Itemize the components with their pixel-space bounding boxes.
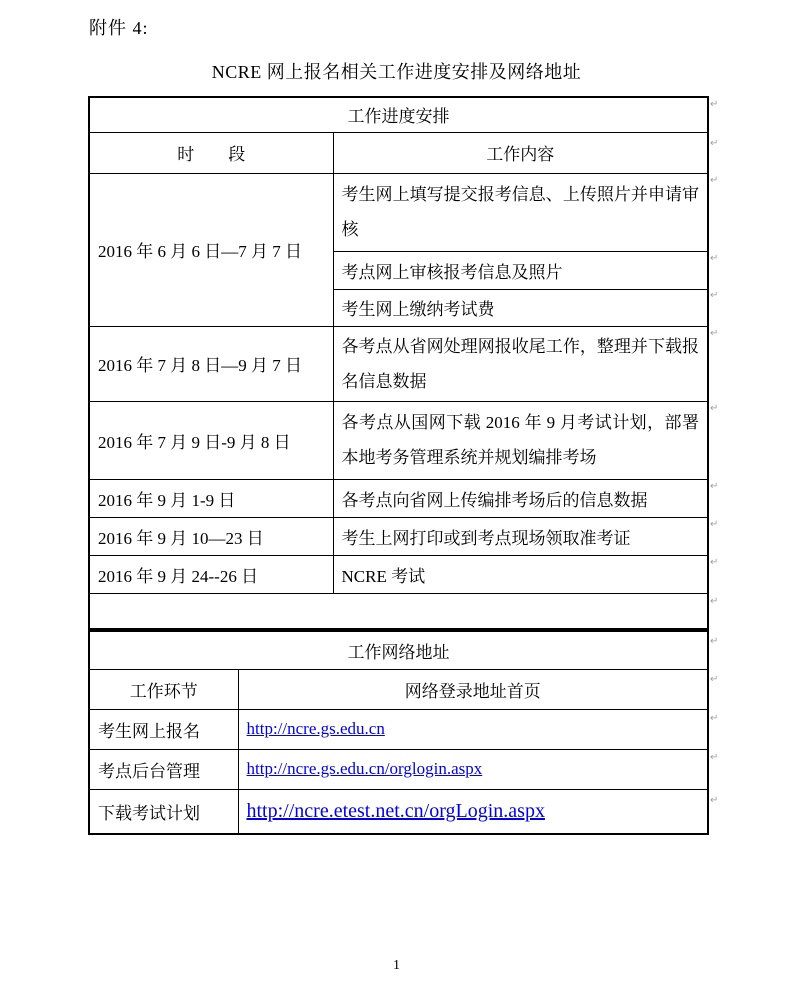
paragraph-mark-icon: ↵ <box>710 328 719 339</box>
column-header-period: 时 段 <box>89 132 333 173</box>
address-table <box>88 630 709 835</box>
period-cell: 2016 年 9 月 24--26 日 <box>89 555 333 593</box>
paragraph-mark-icon: ↵ <box>710 253 719 264</box>
spacer-row <box>89 593 708 629</box>
period-cell: 2016 年 7 月 9 日-9 月 8 日 <box>89 401 333 479</box>
task-cell: NCRE 考试 <box>333 555 708 593</box>
url-cell <box>238 709 708 749</box>
column-header-url: 网络登录地址首页 <box>238 669 708 709</box>
exam-plan-download-link[interactable]: http://ncre.etest.net.cn/orgLogin.aspx <box>246 799 545 822</box>
task-cell: 各考点从国网下载 2016 年 9 月考试计划，部署本地考务管理系统并规划编排考场 <box>333 401 708 479</box>
paragraph-mark-icon: ↵ <box>710 636 719 647</box>
task-cell: 各考点向省网上传编排考场后的信息数据 <box>333 479 708 517</box>
table-row <box>89 517 708 555</box>
table-row <box>89 789 708 834</box>
page-number: 1 <box>393 958 400 973</box>
paragraph-mark-icon: ↵ <box>710 713 719 724</box>
task-cell: 考生网上缴纳考试费 <box>333 289 708 326</box>
table-row <box>89 555 708 593</box>
table-row <box>89 173 708 251</box>
column-header-step: 工作环节 <box>89 669 238 709</box>
paragraph-mark-icon: ↵ <box>710 557 719 568</box>
paragraph-mark-icon: ↵ <box>710 290 719 301</box>
table-row <box>89 479 708 517</box>
table-row <box>89 326 708 401</box>
attachment-label: 附件 4: <box>89 18 149 38</box>
site-admin-link[interactable]: http://ncre.gs.edu.cn/orglogin.aspx <box>246 759 483 778</box>
period-cell: 2016 年 6 月 6 日—7 月 7 日 <box>89 173 333 326</box>
schedule-table-title: 工作进度安排 <box>89 97 708 132</box>
step-cell: 下载考试计划 <box>89 789 238 834</box>
period-cell: 2016 年 9 月 10—23 日 <box>89 517 333 555</box>
paragraph-mark-icon: ↵ <box>710 674 719 685</box>
paragraph-mark-icon: ↵ <box>710 175 719 186</box>
paragraph-mark-icon: ↵ <box>710 481 719 492</box>
paragraph-mark-icon: ↵ <box>710 99 719 110</box>
period-cell: 2016 年 7 月 8 日—9 月 7 日 <box>89 326 333 401</box>
task-cell: 各考点从省网处理网报收尾工作，整理并下载报名信息数据 <box>333 326 708 401</box>
period-cell: 2016 年 9 月 1-9 日 <box>89 479 333 517</box>
address-table-title: 工作网络地址 <box>89 631 708 669</box>
task-cell: 考点网上审核报考信息及照片 <box>333 251 708 289</box>
paragraph-mark-icon: ↵ <box>710 596 719 607</box>
step-cell: 考点后台管理 <box>89 749 238 789</box>
task-cell: 考生上网打印或到考点现场领取准考证 <box>333 517 708 555</box>
url-cell <box>238 789 708 834</box>
table-row <box>89 709 708 749</box>
paragraph-mark-icon: ↵ <box>710 752 719 763</box>
candidate-registration-link[interactable]: http://ncre.gs.edu.cn <box>246 719 385 738</box>
table-row <box>89 749 708 789</box>
page-title: NCRE 网上报名相关工作进度安排及网络地址 <box>211 62 582 82</box>
empty-cell <box>89 593 708 629</box>
paragraph-mark-icon: ↵ <box>710 519 719 530</box>
url-cell <box>238 749 708 789</box>
task-cell: 考生网上填写提交报考信息、上传照片并申请审核 <box>333 173 708 251</box>
table-row <box>89 401 708 479</box>
step-cell: 考生网上报名 <box>89 709 238 749</box>
column-header-content: 工作内容 <box>333 132 708 173</box>
schedule-table <box>88 96 709 630</box>
paragraph-mark-icon: ↵ <box>710 138 719 149</box>
paragraph-mark-icon: ↵ <box>710 403 719 414</box>
paragraph-mark-icon: ↵ <box>710 795 719 806</box>
